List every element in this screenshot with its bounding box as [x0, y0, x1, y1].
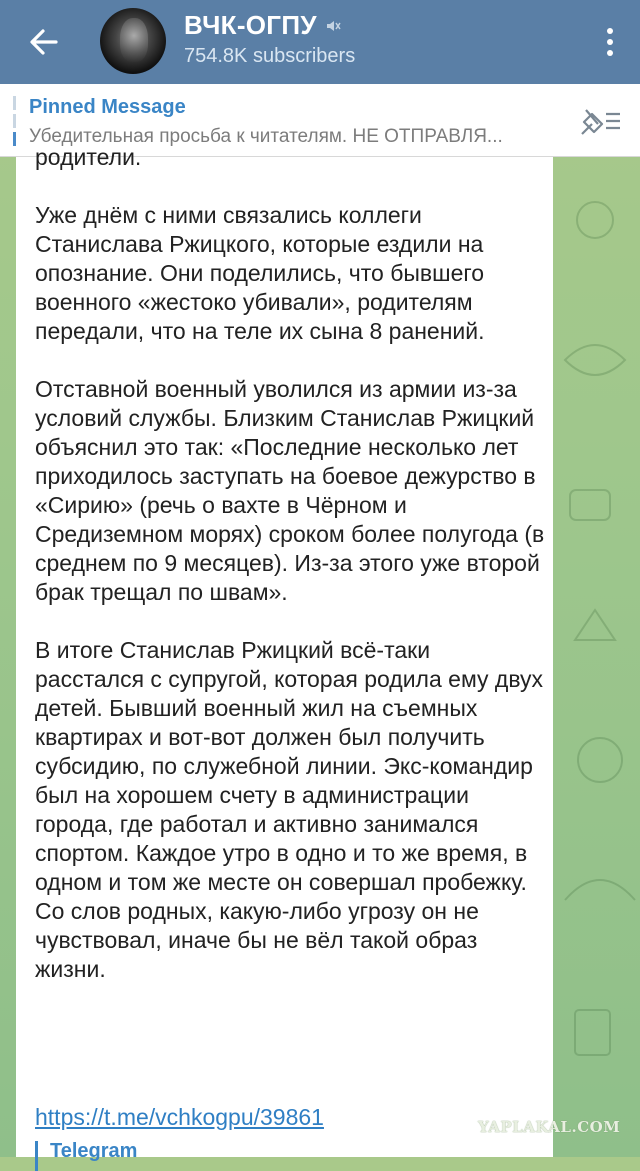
channel-title-area[interactable]	[184, 10, 355, 68]
message-link[interactable]: https://t.me/vchkogpu/39861	[35, 1104, 324, 1130]
link-preview-site[interactable]: Telegram	[50, 1140, 138, 1162]
channel-avatar[interactable]	[100, 8, 166, 74]
chat-wallpaper-doodles	[555, 160, 640, 1150]
subscriber-count: 754.8K subscribers	[184, 45, 356, 67]
arrow-left-icon[interactable]	[24, 22, 64, 62]
message-paragraph-3: В итоге Станислав Ржицкий всё-таки расстался с супругой, которая родила ему двух детей. Бывший военный жил на съемных квартирах и вот-вот должен был получить субсидию, по служебной линии. Экс-командир был на хорошем счету в администрации города, где работал и активно занимался спортом. Каждое утро в одно и то же время, в одном и том же месте он совершал пробежку. Со слов родных, какую-либо угрозу он не чувствовал, иначе бы не вёл такой образ жизни.	[35, 637, 544, 982]
message-paragraph-2: Отставной военный уволился из армии из-за условий службы. Близким Станислав Ржицкий объяснил это так: «Последние несколько лет приходилось заступать на боевое дежурство в «Сирию» (речь о вахте в Чёрном и Средиземном морях) сроком более полугода (в среднем по 9 месяцев). Из-за этого уже второй брак трещал по швам».	[35, 376, 545, 605]
channel-name: ВЧК-ОГПУ	[184, 10, 317, 40]
unpin-icon[interactable]	[580, 104, 622, 136]
message-bubble[interactable]	[16, 144, 553, 1162]
pinned-text: Убедительная просьба к читателям. НЕ ОТПРАВЛЯ...	[29, 126, 503, 147]
pinned-title: Pinned Message	[29, 96, 186, 118]
more-vertical-icon[interactable]	[602, 24, 618, 60]
link-preview-bar	[35, 1141, 38, 1171]
pinned-indicator	[13, 96, 16, 144]
chat-header	[0, 0, 640, 84]
message-partial-line: родители.	[35, 144, 142, 170]
message-text	[35, 144, 545, 984]
message-paragraph-1: Уже днём с ними связались коллеги Станислава Ржицкого, которые ездили на опознание. Они поделились, что бывшего военного «жестоко убивали», родителям передали, что на теле их сына 8 ранений.	[35, 202, 485, 344]
muted-speaker-icon	[325, 18, 341, 34]
watermark-logo: YAPLAKAL.COM	[478, 1118, 621, 1136]
